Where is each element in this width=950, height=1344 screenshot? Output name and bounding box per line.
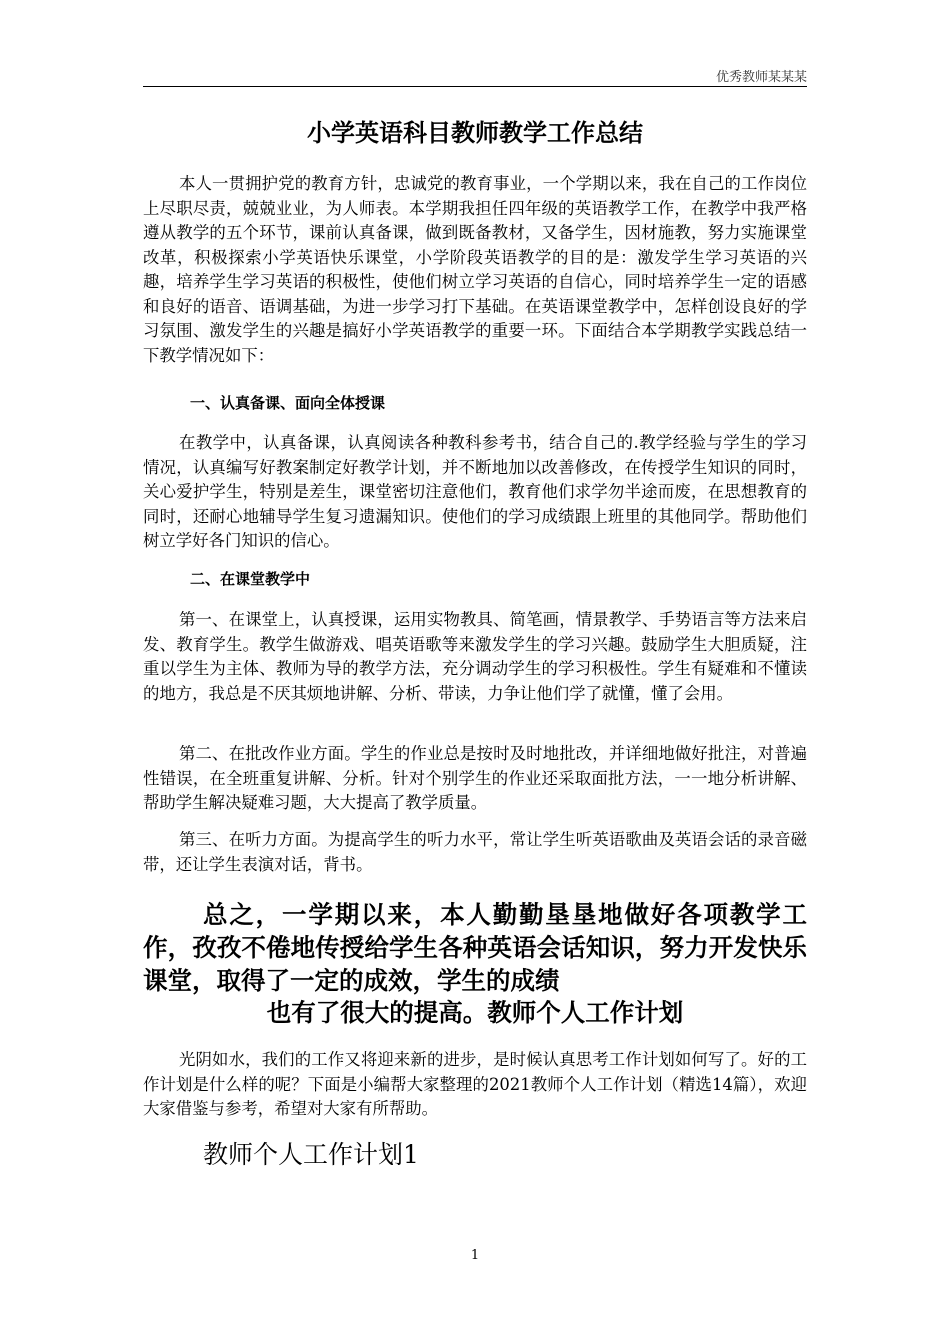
section-2-paragraph-2: 第二、在批改作业方面。学生的作业总是按时及时地批改，并详细地做好批注，对普遍性错误，在全班重复讲解、分析。针对个别学生的作业还采取面批方法，一一地分析讲解、帮助学生解决疑难习题，大大提高了教学质量。 — [143, 744, 807, 812]
summary-paragraph: 总之，一学期以来，本人勤勤垦垦地做好各项教学工作，孜孜不倦地传授给学生各种英语会话知识，努力开发快乐课堂，取得了一定的成效，学生的成绩 — [143, 900, 807, 995]
plan-heading: 教师个人工作计划1 — [203, 1140, 419, 1169]
intro-paragraph: 本人一贯拥护党的教育方针，忠诚党的教育事业，一个学期以来，我在自己的工作岗位上尽职尽责，兢兢业业，为人师表。本学期我担任四年级的英语教学工作，在教学中我严格遵从教学的五个环节，课前认真备课，做到既备教材，又备学生，因材施教，努力实施课堂改革，积极探索小学英语快乐课堂，小学阶段英语教学的目的是：激发学生学习英语的兴趣，培养学生学习英语的积极性，使他们树立学习英语的自信心，同时培养学生一定的语感和良好的语音、语调基础，为进一步学习打下基础。在英语课堂教学中，怎样创设良好的学习氛围、激发学生的兴趣是搞好小学英语教学的重要一环。下面结合本学期教学实践总结一下教学情况如下： — [143, 174, 807, 365]
section-2-paragraph-3: 第三、在听力方面。为提高学生的听力水平，常让学生听英语歌曲及英语会话的录音磁带，还让学生表演对话，背书。 — [143, 830, 807, 874]
summary-last-line: 也有了很大的提高。教师个人工作计划 — [266, 998, 684, 1027]
section-2-paragraph-1: 第一、在课堂上，认真授课，运用实物教具、简笔画，情景教学、手势语言等方法来启发、教育学生。教学生做游戏、唱英语歌等来激发学生的学习兴趣。鼓励学生大胆质疑，注重以学生为主体、教师为导的教学方法，充分调动学生的学习积极性。学生有疑难和不懂读的地方，我总是不厌其烦地讲解、分析、带读，力争让他们学了就懂，懂了会用。 — [143, 610, 807, 703]
document-title: 小学英语科目教师教学工作总结 — [307, 119, 643, 147]
page-header: 优秀教师某某某 — [715, 70, 807, 85]
section-1-paragraph: 在教学中，认真备课，认真阅读各种教科参考书，结合自己的.教学经验与学生的学习情况，认真编写好教案制定好教学计划，并不断地加以改善修改，在传授学生知识的同时，关心爱护学生，特别是差生，课堂密切注意他们，教育他们求学勿半途而废，在思想教育的同时，还耐心地辅导学生复习遗漏知识。使他们的学习成绩跟上班里的其他同学。帮助他们树立学好各门知识的信心。 — [143, 433, 807, 550]
section-heading-2: 二、在课堂教学中 — [190, 570, 311, 588]
plan-intro-paragraph: 光阴如水，我们的工作又将迎来新的进步，是时候认真思考工作计划如何写了。好的工作计划是什么样的呢？下面是小编帮大家整理的2021教师个人工作计划（精选14篇），欢迎大家借鉴与参考，希望对大家有所帮助。 — [143, 1050, 807, 1118]
header-rule — [143, 86, 807, 87]
page-number: 1 — [470, 1248, 480, 1263]
section-heading-1: 一、认真备课、面向全体授课 — [190, 394, 386, 412]
